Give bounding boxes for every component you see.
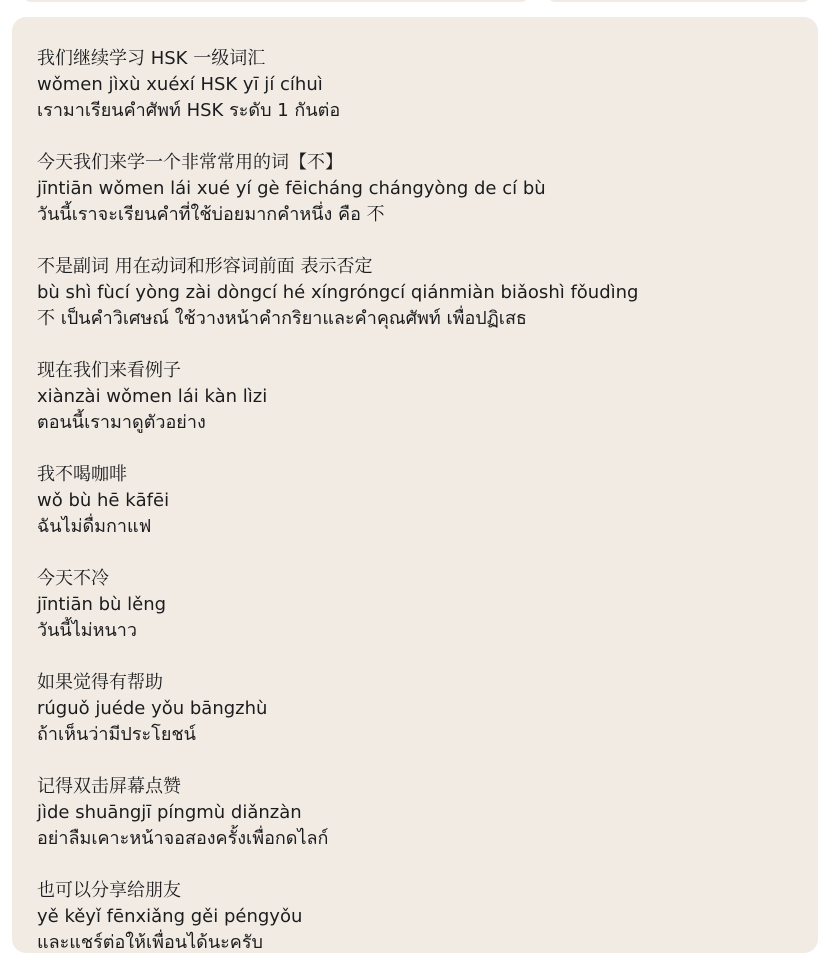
thai-line: ตอนนี้เรามาดูตัวอย่าง xyxy=(37,412,206,433)
thai-line: ถ้าเห็นว่ามีประโยชน์ xyxy=(37,724,196,745)
pinyin-line: bù shì fùcí yòng zài dòngcí hé xíngróngcí qiánmiàn biǎoshì fǒudìng xyxy=(37,282,639,303)
thai-line: ฉันไม่ดื่มกาแฟ xyxy=(37,516,152,537)
chinese-line: 我不喝咖啡 xyxy=(37,464,127,485)
thai-line: วันนี้เราจะเรียนคำที่ใช้บ่อยมากคำหนึ่ง คือ 不 xyxy=(37,204,385,225)
thai-line: 不 เป็นคำวิเศษณ์ ใช้วางหน้าคำกริยาและคำคุณศัพท์ เพื่อปฏิเสธ xyxy=(37,308,527,329)
previous-message-bubble-right xyxy=(548,0,810,2)
chinese-line: 也可以分享给朋友 xyxy=(37,880,181,901)
message-block-3 xyxy=(37,254,818,332)
message-block-5 xyxy=(37,462,818,540)
message-block-7 xyxy=(37,670,818,748)
chinese-line: 现在我们来看例子 xyxy=(37,360,181,381)
message-block-8 xyxy=(37,774,818,852)
chinese-line: 不是副词 用在动词和形容词前面 表示否定 xyxy=(37,256,373,277)
message-block-1 xyxy=(37,46,818,124)
thai-line: และแชร์ต่อให้เพื่อนได้นะครับ xyxy=(37,932,263,953)
pinyin-line: jīntiān wǒmen lái xué yí gè fēicháng chángyòng de cí bù xyxy=(37,178,546,199)
thai-line: เรามาเรียนคำศัพท์ HSK ระดับ 1 กันต่อ xyxy=(37,100,341,121)
chinese-line: 如果觉得有帮助 xyxy=(37,672,163,693)
chinese-line: 今天不冷 xyxy=(37,568,109,589)
chinese-line: 记得双击屏幕点赞 xyxy=(37,776,181,797)
message-block-2 xyxy=(37,150,818,228)
pinyin-line: wǒmen jìxù xuéxí HSK yī jí cíhuì xyxy=(37,74,323,95)
chinese-line: 我们继续学习 HSK 一级词汇 xyxy=(37,48,266,69)
message-block-6 xyxy=(37,566,818,644)
message-bubble[interactable] xyxy=(12,17,818,953)
pinyin-line: jīntiān bù lěng xyxy=(37,594,167,615)
thai-line: วันนี้ไม่หนาว xyxy=(37,620,138,641)
pinyin-line: jìde shuāngjī píngmù diǎnzàn xyxy=(37,802,302,823)
chinese-line: 今天我们来学一个非常常用的词【不】 xyxy=(37,152,343,173)
pinyin-line: rúguǒ juéde yǒu bāngzhù xyxy=(37,698,268,719)
thai-line: อย่าลืมเคาะหน้าจอสองครั้งเพื่อกดไลก์ xyxy=(37,828,329,849)
message-block-9 xyxy=(37,878,818,956)
pinyin-line: wǒ bù hē kāfēi xyxy=(37,490,170,511)
pinyin-line: yě kěyǐ fēnxiǎng gěi péngyǒu xyxy=(37,906,303,927)
pinyin-line: xiànzài wǒmen lái kàn lìzi xyxy=(37,386,268,407)
message-block-4 xyxy=(37,358,818,436)
previous-message-bubble-left xyxy=(24,0,528,2)
